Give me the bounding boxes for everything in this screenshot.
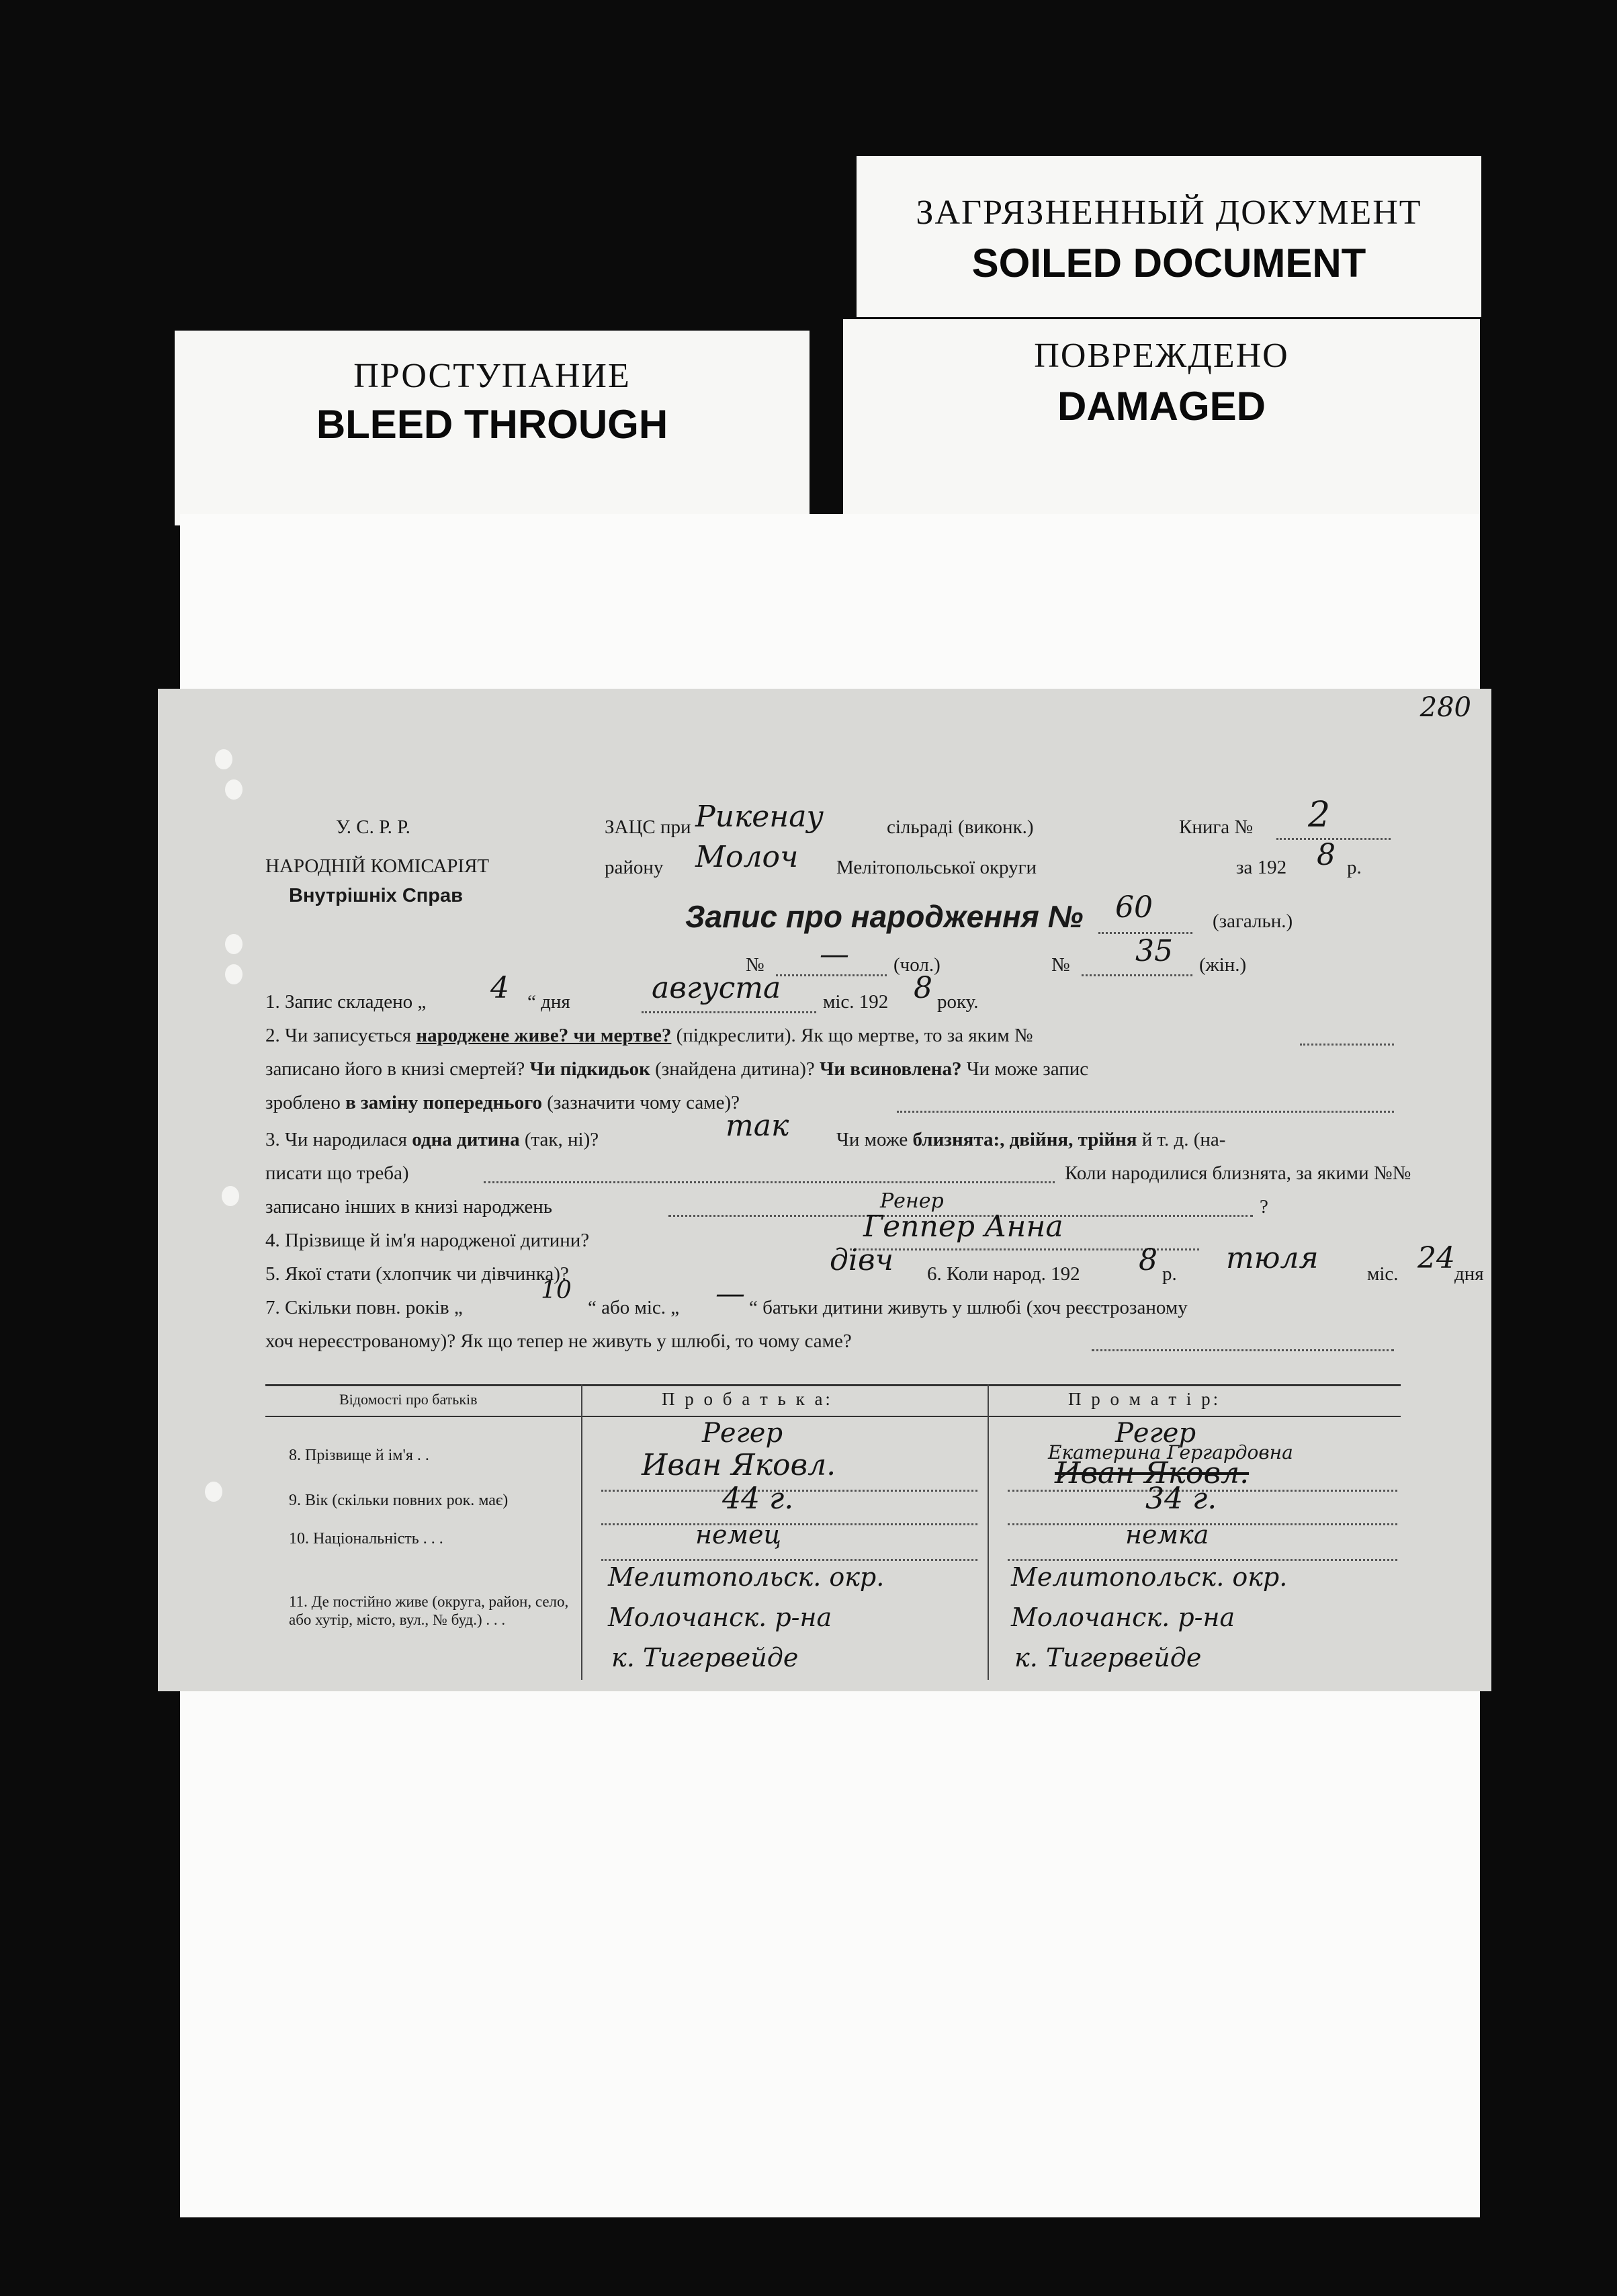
line3a-bold1: одна дитина bbox=[412, 1129, 520, 1150]
record-number: 60 bbox=[1115, 890, 1153, 925]
father-residence-1: Мелитопольск. окр. bbox=[608, 1562, 885, 1592]
line6-r: р. bbox=[1162, 1263, 1177, 1285]
line2c-bold: в заміну попереднього bbox=[345, 1092, 543, 1113]
line2a-a: 2. Чи записується bbox=[265, 1025, 417, 1046]
line3a-c: (так, ні)? bbox=[519, 1129, 599, 1150]
punch-hole bbox=[225, 779, 243, 800]
zags-village: Рикенау bbox=[695, 800, 824, 834]
line2b-a: записано його в книзі смертей? bbox=[265, 1058, 530, 1080]
book-label: Книга № bbox=[1179, 816, 1254, 838]
line2c bbox=[265, 1092, 740, 1114]
line2c-a: зроблено bbox=[265, 1092, 346, 1113]
line1-day: 4 bbox=[490, 971, 509, 1005]
line7a-c: “ батьки дитини живуть у шлюбі (хоч реєстрозаному bbox=[749, 1297, 1188, 1318]
female-dots bbox=[1082, 974, 1192, 976]
table-top-rule bbox=[265, 1384, 1401, 1386]
line3a-d: Чи може bbox=[836, 1129, 913, 1150]
female-number: 35 bbox=[1135, 934, 1173, 968]
zags-prefix: ЗАЦС при bbox=[605, 816, 691, 838]
line2a bbox=[265, 1025, 1033, 1047]
father-residence-2: Молочанск. р-на bbox=[608, 1603, 832, 1632]
birth-day: 24 bbox=[1417, 1241, 1455, 1275]
commissariat-header: НАРОДНІЙ КОМІСАРІЯТ bbox=[265, 855, 490, 877]
male-number: — bbox=[820, 937, 849, 972]
row9-dots bbox=[601, 1523, 977, 1525]
mother-residence-1: Мелитопольск. окр. bbox=[1011, 1562, 1288, 1592]
bleed-label-en: BLEED THROUGH bbox=[316, 402, 668, 447]
male-no: № bbox=[746, 954, 764, 976]
line6-mis: міс. bbox=[1367, 1263, 1399, 1285]
row10-dots bbox=[1008, 1559, 1397, 1561]
punch-hole bbox=[222, 1186, 239, 1206]
damaged-label-en: DAMAGED bbox=[1057, 384, 1266, 429]
book-number: 2 bbox=[1308, 795, 1331, 835]
line3a-e: й т. д. (на- bbox=[1137, 1129, 1226, 1150]
line1-c: міс. 192 bbox=[823, 991, 889, 1013]
total-label: (загальн.) bbox=[1213, 910, 1293, 932]
mother-name: Екатерина Гергардовна bbox=[1048, 1441, 1293, 1463]
mother-nationality: немка bbox=[1125, 1520, 1209, 1549]
damaged-label-ru: ПОВРЕЖДЕНО bbox=[1034, 337, 1289, 375]
rayon-name: Молоч bbox=[695, 840, 799, 874]
birth-year: 8 bbox=[1139, 1243, 1157, 1277]
line7b-dots bbox=[1092, 1349, 1394, 1351]
line3c-a: записано інших в книзі народжень bbox=[265, 1196, 552, 1218]
line7a-a: 7. Скільки повн. років „ bbox=[265, 1297, 463, 1318]
table-col-divider bbox=[988, 1384, 989, 1680]
damaged-label bbox=[843, 319, 1480, 521]
marriage-years: 10 bbox=[541, 1277, 572, 1304]
line1-b: “ дня bbox=[527, 991, 570, 1013]
record-title: Запис про народження № bbox=[685, 899, 1084, 934]
marriage-months: — bbox=[715, 1277, 745, 1311]
year-suffix: р. bbox=[1347, 857, 1362, 878]
rayon-prefix: району bbox=[605, 857, 664, 878]
line3a-bold2: близнята:, двійня, трійня bbox=[912, 1129, 1137, 1150]
line2a-dots bbox=[1300, 1044, 1394, 1046]
punch-hole bbox=[225, 964, 243, 984]
child-name: Геппер Анна bbox=[863, 1209, 1063, 1244]
line2b-d: Чи може запис bbox=[961, 1058, 1089, 1080]
child-sex: дівч bbox=[830, 1243, 893, 1277]
ussr-header: У. С. Р. Р. bbox=[336, 816, 410, 838]
line1-year: 8 bbox=[914, 971, 932, 1005]
table-header-mother: П р о м а т і р: bbox=[1068, 1389, 1221, 1409]
bleed-through-label bbox=[175, 331, 810, 525]
row-residence-label: 11. Де постійно живе (округа, район, село, або хутір, місто, вул., № буд.) . . . bbox=[289, 1593, 569, 1628]
row-age-label: 9. Вік (скільки повних рок. має) bbox=[289, 1492, 509, 1509]
line2c-dots bbox=[897, 1111, 1394, 1113]
line2b-c: (знайдена дитина)? bbox=[650, 1058, 820, 1080]
line2b-bold2: Чи всиновлена? bbox=[820, 1058, 962, 1080]
mother-name-struck: Иван Яковл. bbox=[1055, 1456, 1250, 1490]
line2b bbox=[265, 1058, 1088, 1080]
table-header-father: П р о б а т ь к а: bbox=[662, 1389, 833, 1409]
line4-a: 4. Прізвище й ім'я народженої дитини? bbox=[265, 1230, 590, 1251]
bleed-label-ru: ПРОСТУПАНИЕ bbox=[353, 357, 631, 395]
father-name: Иван Яковл. bbox=[642, 1448, 836, 1482]
table-col-divider bbox=[581, 1384, 582, 1680]
mother-surname: Регер bbox=[1115, 1418, 1196, 1449]
soiled-label-en: SOILED DOCUMENT bbox=[971, 241, 1366, 286]
page-number: 280 bbox=[1419, 692, 1471, 723]
line3c-name: Ренер bbox=[880, 1189, 944, 1213]
male-dots bbox=[776, 974, 887, 976]
punch-hole bbox=[215, 749, 232, 769]
table-header-info: Відомості про батьків bbox=[339, 1391, 478, 1408]
line2b-bold1: Чи підкидьок bbox=[529, 1058, 650, 1080]
line3a-answer: так bbox=[726, 1109, 789, 1143]
line6-a: 6. Коли народ. 192 bbox=[927, 1263, 1080, 1285]
father-residence-3: к. Тигервейде bbox=[611, 1643, 799, 1672]
okruga-label: Мелітопольської округи bbox=[836, 857, 1037, 878]
row-nationality-label: 10. Національність . . . bbox=[289, 1530, 443, 1547]
row-name-label: 8. Прізвище й ім'я . . bbox=[289, 1447, 429, 1464]
soiled-document-label bbox=[857, 156, 1481, 317]
line3a-a: 3. Чи народилася bbox=[265, 1129, 412, 1150]
line2a-c: (підкреслити). Як що мертве, то за яким № bbox=[671, 1025, 1033, 1046]
mother-age: 34 г. bbox=[1145, 1482, 1217, 1516]
punch-hole bbox=[225, 934, 243, 954]
line3b-a: писати що треба) bbox=[265, 1162, 409, 1184]
line3a-rest bbox=[836, 1129, 1225, 1151]
mother-residence-2: Молочанск. р-на bbox=[1011, 1603, 1235, 1632]
line3b-b: Коли народилися близнята, за якими №№ bbox=[1065, 1162, 1411, 1184]
internal-affairs-header: Внутрішніх Справ bbox=[289, 885, 463, 906]
row10-dots bbox=[601, 1559, 977, 1561]
father-surname: Регер bbox=[702, 1418, 783, 1449]
line2c-c: (зазначити чому саме)? bbox=[542, 1092, 740, 1113]
punch-hole bbox=[205, 1482, 222, 1502]
soiled-label-ru: ЗАГРЯЗНЕННЫЙ ДОКУМЕНТ bbox=[916, 194, 1422, 232]
line5-a: 5. Якої стати (хлопчик чи дівчинка)? bbox=[265, 1263, 569, 1285]
female-no: № bbox=[1051, 954, 1070, 976]
zags-suffix: сільраді (виконк.) bbox=[887, 816, 1034, 838]
female-label: (жін.) bbox=[1199, 954, 1247, 976]
male-label: (чол.) bbox=[893, 954, 941, 976]
birth-record-form bbox=[158, 689, 1491, 1691]
birth-month: тюля bbox=[1226, 1241, 1319, 1275]
line2a-bold: народжене живе? чи мертве? bbox=[416, 1025, 672, 1046]
line1-a: 1. Запис складено „ bbox=[265, 991, 427, 1013]
year-prefix: за 192 bbox=[1236, 857, 1287, 878]
father-age: 44 г. bbox=[722, 1482, 794, 1516]
line7b: хоч нереєстрованому)? Як що тепер не живуть у шлюбі, то чому саме? bbox=[265, 1330, 852, 1352]
line3c-b: ? bbox=[1260, 1196, 1268, 1218]
line6-dnya: дня bbox=[1454, 1263, 1484, 1285]
table-header-rule bbox=[265, 1416, 1401, 1417]
line1-month: августа bbox=[652, 971, 781, 1005]
year-digit: 8 bbox=[1317, 838, 1336, 872]
line3a bbox=[265, 1129, 599, 1151]
mother-residence-3: к. Тигервейде bbox=[1014, 1643, 1202, 1672]
line1-dots bbox=[642, 1011, 816, 1013]
line1-d: року. bbox=[937, 991, 979, 1013]
line7a-b: “ або міс. „ bbox=[588, 1297, 680, 1318]
father-nationality: немец bbox=[695, 1520, 782, 1549]
line3b-dots bbox=[484, 1181, 1055, 1183]
